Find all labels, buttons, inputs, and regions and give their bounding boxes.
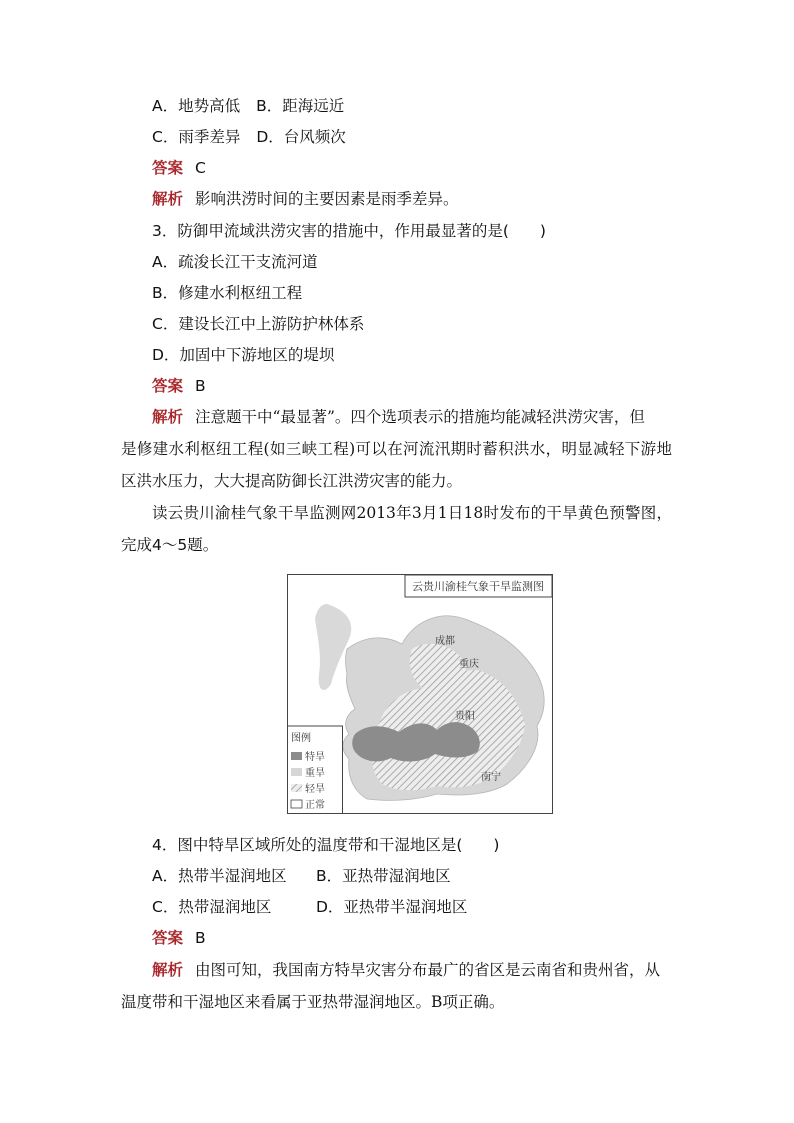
legend-swatch-severe [291,768,302,776]
q2-options-row-1 [152,96,344,116]
q4-analysis-line-2: 温度带和干湿地区来看属于亚热带湿润地区。B项正确。 [121,993,505,1011]
q2-analysis-label: 解析 [152,190,184,208]
map-city-chongqing: 重庆 [459,659,479,670]
legend-swatch-light [291,784,302,792]
q2-option-a: A．地势高低 [152,97,241,115]
legend-label-extreme: 特旱 [305,752,325,763]
q3-option-b: B．修建水利枢纽工程 [152,284,303,302]
map-city-nanning: 南宁 [481,772,501,783]
q2-answer [152,158,206,178]
legend-swatch-extreme [291,752,302,760]
intro-line-1: 读云贵川渝桂气象干旱监测网2013年3月1日18时发布的干旱黄色预警图， [152,504,672,522]
q3-analysis-line-3: 区洪水压力，大大提高防御长江洪涝灾害的能力。 [121,472,463,490]
drought-map [287,574,553,814]
q2-options-row-2 [152,127,346,147]
q3-analysis-line-2: 是修建水利枢纽工程(如三峡工程)可以在河流汛期时蓄积洪水，明显减轻下游地 [121,440,672,458]
q3-analysis-line-1 [152,407,672,427]
q3-answer-label: 答案 [152,377,184,395]
map-city-guiyang: 贵阳 [455,711,475,722]
q4-option-c: C．热带湿润地区 [152,898,272,916]
map-region-extreme [352,722,480,761]
q3-option-d: D．加固中下游地区的堤坝 [152,346,335,364]
intro-line-2: 完成4～5题。 [121,536,219,554]
q2-option-d: D．台风频次 [256,128,346,146]
q4-analysis-text-1: 由图可知，我国南方特旱灾害分布最广的省区是云南省和贵州省，从 [195,961,661,979]
drought-map-figure [287,574,553,814]
q4-option-a: A．热带半湿润地区 [152,867,287,885]
q2-analysis-text: 影响洪涝时间的主要因素是雨季差异。 [195,190,459,208]
q4-answer [152,928,206,948]
q3-option-c: C．建设长江中上游防护林体系 [152,315,365,333]
legend-swatch-normal [291,800,302,808]
q3-answer [152,376,206,396]
legend-title: 图例 [291,733,311,744]
map-title: 云贵川渝桂气象干旱监测图 [412,580,544,593]
q4-option-b: B．亚热带湿润地区 [316,867,451,885]
q3-analysis-text-1: 注意题干中“最显著”。四个选项表示的措施均能减轻洪涝灾害，但 [195,408,645,426]
q4-answer-value: B [195,929,206,947]
q4-stem: 4．图中特旱区域所处的温度带和干湿地区是( ) [152,836,500,854]
q4-options-row-1 [152,866,451,886]
map-city-chengdu: 成都 [435,636,455,647]
q2-option-c: C．雨季差异 [152,128,241,146]
q3-stem: 3．防御甲流域洪涝灾害的措施中，作用最显著的是( ) [152,222,546,240]
q2-answer-value: C [195,159,206,177]
q2-analysis [152,189,459,209]
q3-analysis-label: 解析 [152,408,184,426]
q4-answer-label: 答案 [152,929,184,947]
q3-answer-value: B [195,377,206,395]
q4-option-d: D．亚热带半湿润地区 [316,898,468,916]
legend-label-severe: 重旱 [305,768,325,779]
q3-option-a: A．疏浚长江干支流河道 [152,253,318,271]
q2-answer-label: 答案 [152,159,184,177]
q2-option-b: B．距海远近 [256,97,345,115]
legend-label-light: 轻旱 [305,784,325,795]
legend-label-normal: 正常 [305,800,325,811]
q4-options-row-2 [152,897,467,917]
q4-analysis-line-1 [152,960,672,980]
q4-analysis-label: 解析 [152,961,184,979]
